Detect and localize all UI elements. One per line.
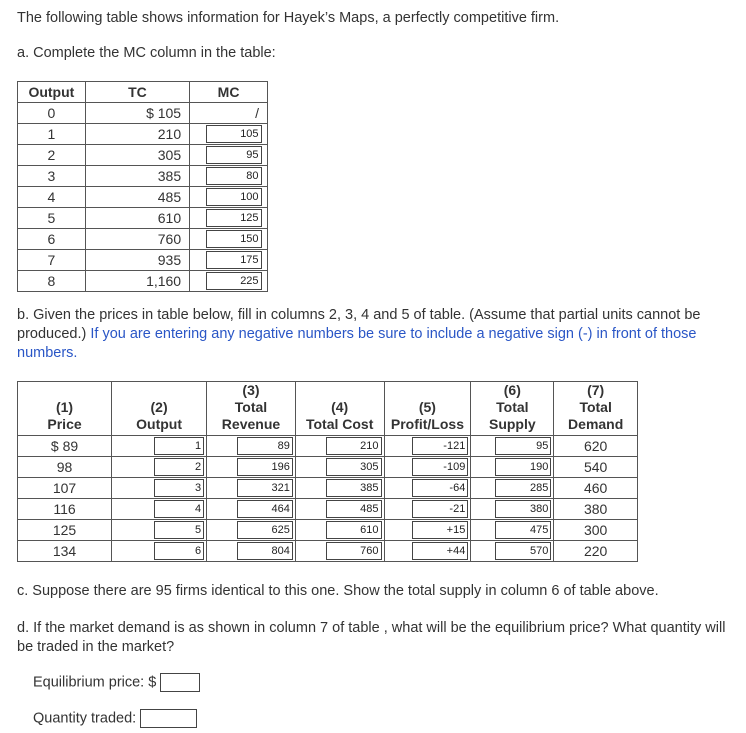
mc-table-row (18, 208, 268, 229)
output-cell: 2 (18, 145, 86, 166)
header-line: Total (496, 399, 529, 415)
mc-input[interactable]: 100 (206, 188, 262, 206)
mc-input[interactable]: 150 (206, 230, 262, 248)
revenue-input[interactable]: 464 (237, 500, 293, 518)
output-input[interactable]: 3 (154, 479, 204, 497)
output-input[interactable]: 1 (154, 437, 204, 455)
price-cell: 107 (18, 478, 112, 499)
tc-cell: 485 (85, 187, 189, 208)
mc-input[interactable]: 80 (206, 167, 262, 185)
part-c-prompt: c. Suppose there are 95 firms identical to this one. Show the total supply in column 6 of table above. (17, 583, 659, 599)
mc-table-row (18, 271, 268, 292)
cost-input[interactable]: 305 (326, 458, 382, 476)
demand-cell: 460 (554, 478, 638, 499)
profit-table-row (18, 457, 638, 478)
header-line: Total (579, 399, 612, 415)
demand-cell: 620 (554, 436, 638, 457)
profit-table (17, 381, 638, 562)
equilibrium-price-input[interactable] (160, 673, 200, 692)
revenue-input[interactable]: 89 (237, 437, 293, 455)
supply-input[interactable]: 475 (495, 521, 551, 539)
revenue-input[interactable]: 196 (237, 458, 293, 476)
tc-cell: 385 (85, 166, 189, 187)
mc-cell-na: / (190, 103, 268, 124)
header-output: Output (18, 82, 86, 103)
output-input[interactable]: 6 (154, 542, 204, 560)
mc-table-row (18, 103, 268, 124)
mc-table-row (18, 187, 268, 208)
output-cell: 1 (18, 124, 86, 145)
mc-table-body (18, 103, 268, 292)
header-line: (2) (150, 399, 168, 415)
mc-table-row (18, 229, 268, 250)
price-cell: 134 (18, 541, 112, 562)
header-line: (7) (587, 382, 605, 398)
quantity-traded-label: Quantity traded: (33, 710, 137, 727)
output-input[interactable]: 4 (154, 500, 204, 518)
output-cell: 7 (18, 250, 86, 271)
output-cell: 3 (18, 166, 86, 187)
tc-cell: 305 (85, 145, 189, 166)
mc-table-row (18, 145, 268, 166)
equilibrium-price-row (33, 673, 200, 692)
header-line: (3) (242, 382, 260, 398)
cost-input[interactable]: 210 (326, 437, 382, 455)
output-input[interactable]: 5 (154, 521, 204, 539)
quantity-traded-row (33, 709, 197, 728)
tc-cell: 610 (85, 208, 189, 229)
header-line: (4) (331, 399, 349, 415)
mc-input[interactable]: 125 (206, 209, 262, 227)
profit-input[interactable]: -121 (412, 437, 468, 455)
profit-table-header-col-3 (207, 382, 296, 436)
output-cell: 8 (18, 271, 86, 292)
profit-table-row (18, 478, 638, 499)
profit-table-header (18, 382, 638, 436)
profit-input[interactable]: +15 (412, 521, 468, 539)
profit-input[interactable]: +44 (412, 542, 468, 560)
price-cell: 116 (18, 499, 112, 520)
price-cell: 125 (18, 520, 112, 541)
quantity-traded-input[interactable] (140, 709, 197, 728)
profit-table-row (18, 499, 638, 520)
tc-cell: 760 (85, 229, 189, 250)
mc-table (17, 81, 268, 292)
tc-cell: 210 (85, 124, 189, 145)
output-cell: 5 (18, 208, 86, 229)
part-d-prompt: d. If the market demand is as shown in column 7 of table , what will be the equilibrium price? What quantity will be traded in the market? (17, 620, 726, 655)
intro-text: The following table shows information for Hayek’s Maps, a perfectly competitive firm. (17, 10, 560, 26)
supply-input[interactable]: 190 (495, 458, 551, 476)
mc-table-row (18, 166, 268, 187)
price-cell: 98 (18, 457, 112, 478)
cost-input[interactable]: 485 (326, 500, 382, 518)
header-mc: MC (190, 82, 268, 103)
profit-table-header-col-7 (554, 382, 638, 436)
profit-table-row (18, 436, 638, 457)
profit-table-row (18, 520, 638, 541)
header-line: Total (234, 399, 268, 415)
mc-input[interactable]: 175 (206, 251, 262, 269)
supply-input[interactable]: 570 (495, 542, 551, 560)
profit-table-header-col-5 (384, 382, 471, 436)
header-tc: TC (85, 82, 189, 103)
profit-input[interactable]: -64 (412, 479, 468, 497)
supply-input[interactable]: 285 (495, 479, 551, 497)
revenue-input[interactable]: 321 (237, 479, 293, 497)
cost-input[interactable]: 385 (326, 479, 382, 497)
tc-cell: $ 105 (85, 103, 189, 124)
mc-input[interactable]: 95 (206, 146, 262, 164)
demand-cell: 300 (554, 520, 638, 541)
part-b-negative-note: If you are entering any negative numbers be sure to include a negative sign (-) in front of those numbers. (17, 326, 697, 361)
equilibrium-price-label: Equilibrium price: $ (33, 674, 157, 691)
profit-input[interactable]: -109 (412, 458, 468, 476)
supply-input[interactable]: 95 (495, 437, 551, 455)
demand-cell: 220 (554, 541, 638, 562)
profit-table-body (18, 436, 638, 562)
header-line: (5) (418, 399, 436, 415)
cost-input[interactable]: 760 (326, 542, 382, 560)
tc-cell: 1,160 (85, 271, 189, 292)
header-line: Price (47, 416, 82, 432)
header-line: (6) (503, 382, 521, 398)
header-line: Demand (568, 416, 624, 432)
cost-input[interactable]: 610 (326, 521, 382, 539)
header-line: (1) (55, 399, 74, 415)
header-line: Revenue (221, 416, 281, 432)
header-line: Profit/Loss (390, 416, 464, 432)
revenue-input[interactable]: 625 (237, 521, 293, 539)
supply-input[interactable]: 380 (495, 500, 551, 518)
profit-table-header-col-4 (295, 382, 384, 436)
part-a-prompt: a. Complete the MC column in the table: (17, 45, 276, 61)
part-b-instructions: b. Given the prices in table below, fill in columns 2, 3, 4 and 5 of table. (Assume that partial units cannot be produced.) (17, 307, 701, 342)
header-line: Total Cost (305, 416, 374, 432)
output-input[interactable]: 2 (154, 458, 204, 476)
output-cell: 4 (18, 187, 86, 208)
part-b-prompt (17, 306, 739, 363)
output-cell: 6 (18, 229, 86, 250)
profit-table-header-col-2 (112, 382, 207, 436)
profit-input[interactable]: -21 (412, 500, 468, 518)
mc-input[interactable]: 225 (206, 272, 262, 290)
output-cell: 0 (18, 103, 86, 124)
mc-table-row (18, 124, 268, 145)
mc-table-row (18, 250, 268, 271)
demand-cell: 380 (554, 499, 638, 520)
mc-input[interactable]: 105 (206, 125, 262, 143)
profit-table-row (18, 541, 638, 562)
profit-table-header-col-1 (18, 382, 112, 436)
demand-cell: 540 (554, 457, 638, 478)
tc-cell: 935 (85, 250, 189, 271)
profit-table-header-col-6 (471, 382, 554, 436)
header-line: Supply (488, 416, 536, 432)
header-line: Output (136, 416, 183, 432)
revenue-input[interactable]: 804 (237, 542, 293, 560)
price-cell: $ 89 (18, 436, 112, 457)
